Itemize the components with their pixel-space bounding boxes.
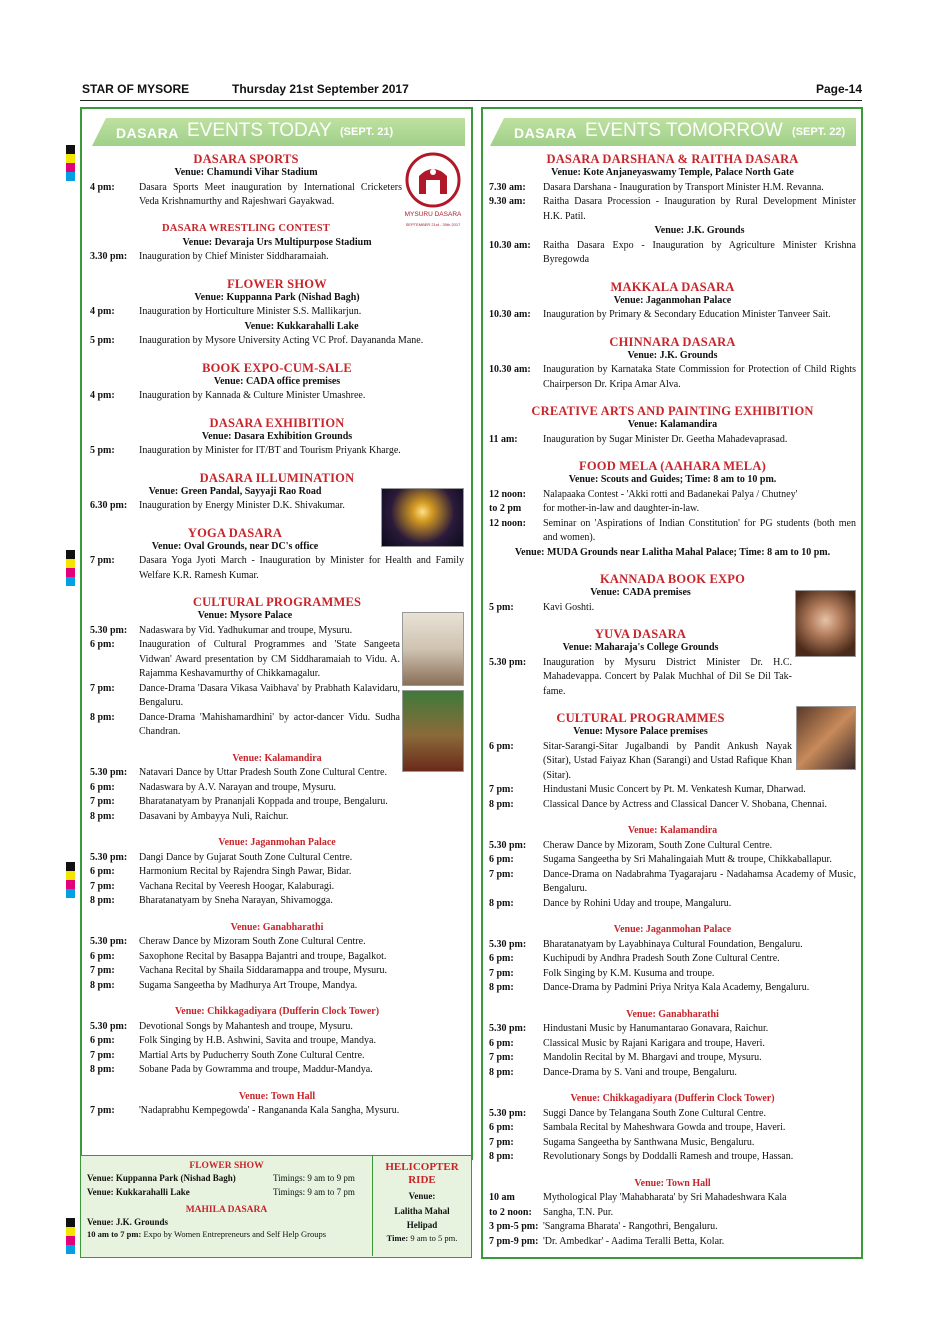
section-title: YOGA DASARA — [187, 525, 283, 540]
event-time: 5.30 pm: — [90, 767, 128, 778]
event-row — [90, 305, 464, 320]
event-description: Harmonium Recital by Rajendra Singh Pawar, Bidar. — [139, 866, 352, 877]
event-time: 5.30 pm: — [489, 1107, 527, 1119]
event-time: 6 pm: — [489, 854, 514, 865]
event-row — [489, 839, 856, 854]
event-description: 'Sangrama Bharata' - Rangothri, Bengaluru. — [543, 1221, 718, 1232]
event-row — [90, 1034, 464, 1049]
event-row — [90, 964, 464, 979]
event-row — [489, 239, 856, 268]
event-time: 8 pm: — [489, 798, 514, 810]
event-time — [90, 320, 139, 335]
event-time: 5 pm: — [90, 335, 115, 346]
event-row — [489, 1037, 856, 1052]
event-description: Sugama Sangeetha by Santhwana Music, Bengaluru. — [543, 1136, 755, 1148]
events-tomorrow-list — [489, 140, 856, 1249]
banner-prefix: DASARA — [514, 125, 577, 141]
section-title: YUVA DASARA — [594, 627, 687, 641]
section-title: DASARA WRESTLING CONTEST — [162, 222, 330, 234]
section-footer: Venue: MUDA Grounds near Lalitha Mahal Palace; Time: 8 am to 10 pm. — [514, 546, 831, 558]
event-time: 10 am — [489, 1192, 515, 1203]
event-description: Inauguration by Energy Minister D.K. Shivakumar. — [139, 500, 345, 511]
event-time: 7 pm: — [489, 1136, 514, 1148]
section-title: DASARA SPORTS — [193, 152, 299, 166]
event-description: Mandolin Recital by M. Bhargavi and troupe, Mysuru. — [543, 1052, 762, 1063]
section-venue: Venue: Dasara Exhibition Grounds — [201, 430, 353, 442]
event-description: Sangha, T.N. Pur. — [543, 1206, 614, 1218]
banner-date: (SEPT. 22) — [792, 126, 846, 138]
event-description: Inauguration by Mysore University Acting VC Prof. Dayananda Mane. — [139, 335, 424, 346]
event-description: Dangi Dance by Gujarat South Zone Cultural Centre. — [139, 851, 353, 863]
event-description: Dasara Darshana - Inauguration by Transport Minister H.M. Revanna. — [543, 181, 824, 193]
event-row — [489, 433, 856, 448]
event-description: Folk Singing by K.M. Kusuma and troupe. — [543, 967, 715, 979]
section-venue: Venue: Mysore Palace premises — [573, 726, 708, 737]
event-time: to 2 noon: — [489, 1206, 532, 1218]
event-time: 7 pm: — [90, 682, 115, 694]
event-description: Inauguration by Karnataka State Commission for Protection of Child Rights Chairperson Dr. Kripa Amar Alva. — [543, 364, 856, 390]
event-description: Sugama Sangeetha by Sri Mahalingaiah Mutt & troupe, Chikkaballapur. — [543, 854, 832, 865]
event-row — [489, 363, 856, 392]
event-time: 8 pm: — [489, 982, 514, 993]
event-description: Dance-Drama by S. Vani and troupe, Bengaluru. — [543, 1066, 737, 1078]
section-title: CULTURAL PROGRAMMES — [192, 595, 362, 609]
event-time: 8 pm: — [489, 1151, 514, 1162]
event-time: 5.30 pm: — [90, 1020, 128, 1032]
info-box — [80, 1155, 472, 1258]
flower-row — [81, 1185, 372, 1199]
event-row — [489, 952, 856, 967]
section-venue: Venue: CADA office premises — [213, 375, 341, 387]
event-row — [489, 967, 856, 982]
event-time: 5 pm: — [90, 445, 115, 456]
helicopter-time-label: Time: — [386, 1233, 409, 1243]
event-time: 5.30 pm: — [489, 839, 527, 851]
event-row — [489, 783, 856, 798]
section-venue: Venue: Devaraja Urs Multipurpose Stadium — [182, 236, 372, 248]
section-title: DASARA ILLUMINATION — [199, 470, 355, 485]
event-row — [489, 224, 856, 239]
registration-marks — [66, 862, 75, 898]
event-row — [90, 851, 464, 866]
event-row — [489, 1051, 856, 1066]
event-time: 6 pm: — [90, 639, 115, 650]
event-time: 10.30 am: — [489, 239, 531, 251]
event-description: Raitha Dasara Procession - Inauguration by Rural Development Minister H.K. Patil. — [543, 196, 856, 222]
event-description: Inauguration of Cultural Programmes and 'State Sangeeta Vidwan' Award presentation by CM Siddharamaiah to Vidu. A. Rajamma Keshavamurthy of Chikkamagalur. — [139, 639, 400, 679]
section-venue: Venue: Scouts and Guides; Time: 8 am to 10 pm. — [568, 474, 777, 485]
flower-venue: Venue: Kukkarahalli Lake — [87, 1187, 190, 1197]
event-description: Sobane Pada by Gowramma and troupe, Maddur-Mandya. — [139, 1064, 373, 1075]
event-time: 3.30 pm: — [90, 251, 128, 262]
section-venue: Venue: CADA premises — [590, 587, 691, 598]
event-time: 3 pm-5 pm: — [489, 1221, 539, 1232]
mahila-text: Expo by Women Entrepreneurs and Self Help Groups — [143, 1229, 327, 1239]
flower-timing: Timings: 9 am to 7 pm — [273, 1187, 355, 1197]
section-title: CREATIVE ARTS AND PAINTING EXHIBITION — [531, 404, 814, 418]
event-time: 11 am: — [489, 433, 518, 445]
event-description: Bharatanatyam by Sneha Narayan, Shivamogga. — [139, 895, 333, 906]
event-row — [90, 499, 380, 514]
event-row — [489, 308, 856, 323]
event-description: Sambala Recital by Maheshwara Gowda and troupe, Haveri. — [543, 1122, 786, 1133]
event-description: Dance-Drama on Nadabrahma Tyagarajaru - Nadahamsa Academy of Music, Bengaluru. — [543, 868, 856, 894]
event-row — [90, 682, 400, 711]
event-time: 6 pm: — [90, 781, 115, 793]
section-title: KANNADA BOOK EXPO — [599, 572, 746, 586]
event-row — [489, 1206, 856, 1221]
event-time: 7 pm: — [90, 796, 115, 807]
event-time: 6 pm: — [90, 1035, 115, 1046]
event-row — [90, 1104, 464, 1119]
event-time: 6.30 pm: — [90, 500, 128, 511]
section-venue: Venue: Kuppanna Park (Nishad Bagh) — [194, 291, 360, 303]
event-description: Devotional Songs by Mahantesh and troupe, Mysuru. — [139, 1020, 353, 1032]
event-row — [90, 766, 400, 781]
event-time: 5.30 pm: — [90, 624, 128, 636]
event-row — [489, 517, 856, 546]
flower-row — [81, 1171, 372, 1185]
event-description: Inauguration by Sugar Minister Dr. Geetha Mahadevaprasad. — [543, 433, 788, 445]
event-time: 7 pm: — [90, 1105, 115, 1116]
banner-title: EVENTS TOMORROW — [585, 120, 783, 141]
event-row — [90, 1020, 464, 1035]
event-description: 'Nadaprabhu Kempegowda' - Ranganandа Kala Sangha, Mysuru. — [139, 1105, 400, 1116]
page-number: Page-14 — [815, 82, 862, 96]
event-row — [489, 195, 856, 224]
helicopter-venue: Lalitha Mahal Helipad — [394, 1206, 450, 1230]
event-description: Hindustani Music Concert by Pt. M. Venkatesh Kumar, Dharwad. — [543, 784, 806, 795]
event-description: Classical Dance by Actress and Classical Dancer V. Shobana, Chennai. — [543, 798, 828, 810]
event-description: Bharatanatyam by Prananjali Koppada and troupe, Bengaluru. — [139, 796, 388, 807]
event-time: 7.30 am: — [489, 181, 526, 193]
event-description: Cheraw Dance by Mizoram South Zone Cultural Centre. — [139, 936, 366, 947]
flower-venue: Venue: Kuppanna Park (Nishad Bagh) — [87, 1173, 236, 1183]
section-venue: Venue: Oval Grounds, near DC's office — [151, 540, 319, 552]
event-row — [90, 181, 402, 210]
section-venue: Venue: Chamundi Vihar Stadium — [174, 167, 318, 178]
event-description: Seminar on 'Aspirations of Indian Constitution' for PG students (both men and women). — [543, 517, 856, 543]
venue-heading: Venue: Ganabharathi — [626, 1008, 719, 1020]
event-description: Dance-Drama by Padmini Priya Nritya Kala Academy, Bengaluru. — [543, 982, 810, 993]
event-row — [90, 250, 464, 265]
event-time: 7 pm: — [489, 868, 514, 880]
event-time: 5.30 pm: — [489, 1023, 527, 1034]
section-venue: Venue: J.K. Grounds — [627, 349, 718, 361]
event-description: Suggi Dance by Telangana South Zone Cultural Centre. — [543, 1107, 766, 1119]
event-time: 5 pm: — [489, 601, 514, 613]
event-row — [90, 979, 464, 994]
event-description: Nalapaaka Contest - 'Akki rotti and Badanekai Palya / Chutney' — [543, 488, 798, 500]
event-description: Classical Music by Rajani Karigara and troupe, Haveri. — [543, 1037, 765, 1049]
helicopter-hours: 9 am to 5 pm. — [410, 1233, 458, 1243]
section-title: BOOK EXPO-CUM-SALE — [202, 360, 352, 375]
event-time: 5.30 pm: — [90, 851, 128, 863]
event-row — [90, 880, 464, 895]
event-description: Dasavani by Ambayya Nuli, Raichur. — [139, 810, 289, 822]
event-time: 7 pm: — [90, 880, 115, 892]
section-venue: Venue: Green Pandal, Sayyaji Rao Road — [148, 485, 322, 497]
helicopter-venue-label: Venue: — [408, 1191, 436, 1201]
event-description: Venue: J.K. Grounds — [654, 225, 745, 236]
event-description: Kavi Goshti. — [543, 601, 595, 613]
venue-heading: Venue: Jaganmohan Palace — [613, 924, 732, 935]
event-description: Inauguration by Horticulture Minister S.S. Mallikarjun. — [139, 306, 362, 317]
event-description: 'Dr. Ambedkar' - Aadima Teralli Betta, Kolar. — [543, 1235, 725, 1247]
event-row — [489, 1066, 856, 1081]
event-description: Folk Singing by H.B. Ashwini, Savita and troupe, Mandya. — [139, 1035, 376, 1046]
section-venue: Venue: Mysore Palace — [197, 610, 293, 621]
issue-date: Thursday 21st September 2017 — [232, 82, 409, 96]
event-description: Bharatanatyam by Layabhinaya Cultural Foundation, Bengaluru. — [543, 938, 803, 950]
event-row — [90, 894, 464, 909]
event-time: 6 pm: — [489, 740, 514, 752]
mahila-venue: Venue: J.K. Grounds — [87, 1217, 169, 1227]
venue-heading: Venue: Ganabharathi — [230, 921, 324, 933]
event-time: 6 pm: — [489, 953, 514, 964]
event-time: 7 pm: — [90, 965, 115, 976]
event-time: 7 pm: — [489, 1052, 514, 1063]
event-time: 12 noon: — [489, 488, 526, 500]
venue-heading: Venue: Kalamandira — [627, 825, 718, 836]
event-description: Dasara Yoga Jyoti March - Inauguration by Minister for Health and Family Welfare K.R. Ramesh Kumar. — [139, 555, 464, 581]
venue-heading: Venue: Town Hall — [238, 1090, 316, 1102]
event-time: 6 pm: — [489, 1122, 514, 1133]
event-time: 4 pm: — [90, 181, 115, 193]
event-time: 7 pm: — [489, 967, 514, 979]
event-row — [489, 897, 856, 912]
section-title: DASARA DARSHANA & RAITHA DASARA — [546, 152, 799, 166]
event-time: 7 pm: — [489, 784, 514, 795]
event-time: 10.30 am: — [489, 364, 531, 375]
paper-name: STAR OF MYSORE — [82, 82, 190, 96]
section-title: CULTURAL PROGRAMMES — [556, 711, 725, 725]
banner-prefix: DASARA — [116, 125, 179, 141]
venue-heading: Venue: Jaganmohan Palace — [218, 837, 336, 848]
event-time: 4 pm: — [90, 390, 115, 401]
event-row — [489, 798, 856, 813]
event-description: Kuchipudi by Andhra Pradesh South Zone Cultural Centre. — [543, 953, 780, 964]
event-time: 5.30 pm: — [489, 938, 527, 950]
mahila-row — [81, 1229, 372, 1239]
event-description: Revolutionary Songs by Doddalli Ramesh and troupe, Hassan. — [543, 1151, 794, 1162]
event-time: 6 pm: — [90, 866, 115, 877]
venue-heading: Venue: Town Hall — [634, 1177, 711, 1189]
event-time: 9.30 am: — [489, 196, 526, 207]
banner-date: (SEPT. 21) — [340, 126, 394, 138]
section-venue: Venue: Maharaja's College Grounds — [562, 642, 719, 653]
section-title: FOOD MELA (AAHARA MELA) — [579, 459, 766, 473]
event-description: Venue: Kukkarahalli Lake — [244, 320, 359, 332]
section-venue: Venue: Jaganmohan Palace — [613, 294, 732, 306]
event-row — [90, 638, 400, 682]
registration-marks — [66, 1218, 75, 1254]
event-description: Natavari Dance by Uttar Pradesh South Zone Cultural Centre. — [139, 767, 387, 778]
event-description: for mother-in-law and daughter-in-law. — [543, 503, 700, 514]
event-description: Dance-Drama 'Dasara Vikasa Vaibhava' by Prabhath Kalavidaru, Bengaluru. — [139, 682, 400, 708]
event-row — [489, 981, 856, 996]
event-row — [489, 938, 856, 953]
event-time: 4 pm: — [90, 306, 115, 317]
event-row — [90, 1063, 464, 1078]
event-description: Mythological Play 'Mahabharata' by Sri Mahadeshwara Kala — [543, 1192, 787, 1203]
event-description: Hindustani Music by Hanumantarao Gonavara, Raichur. — [543, 1023, 769, 1034]
event-description: Vachana Recital by Veeresh Hoogar, Kalaburagi. — [139, 880, 335, 892]
event-row — [489, 502, 856, 517]
event-description: Inauguration by Kannada & Culture Minister Umashree. — [139, 390, 366, 401]
mahila-dasara-title: MAHILA DASARA — [185, 1205, 268, 1215]
event-description: Inauguration by Primary & Secondary Education Minister Tanveer Sait. — [543, 309, 831, 320]
event-description: Dasara Sports Meet inauguration by International Cricketers Veda Krishnamurthy and Rajeshwari Gayakwad. — [139, 181, 402, 207]
event-time: 10.30 am: — [489, 309, 531, 320]
event-time — [489, 224, 543, 239]
event-time: 8 pm: — [90, 711, 115, 723]
event-description: Inauguration by Mysuru District Minister Dr. H.C. Mahadevappa. Concert by Palak Muchhal of Dil Se Dil Tak-fame. — [543, 656, 792, 697]
banner-title: EVENTS TODAY — [187, 120, 332, 141]
events-today-list — [90, 140, 464, 1119]
logo-dates: SEPTEMBER 21st - 30th 2017 — [405, 222, 461, 227]
event-row — [90, 334, 464, 349]
logo-text: MYSURU DASARA — [404, 211, 462, 218]
event-row — [489, 1235, 856, 1250]
section-venue: Venue: Kalamandira — [627, 419, 718, 430]
event-time: 8 pm: — [90, 895, 115, 906]
event-row — [90, 554, 464, 583]
event-row — [489, 1150, 856, 1165]
venue-heading: Venue: Chikkagadiyara (Dufferin Clock Tower) — [174, 1006, 380, 1017]
event-description: Saxophone Recital by Basappa Bajantri and troupe, Bagalkot. — [139, 950, 387, 962]
event-row — [90, 935, 464, 950]
event-description: Inauguration by Minister for IT/BT and Tourism Priyank Kharge. — [139, 445, 401, 456]
event-description: Nadaswara by Vid. Yadhukumar and troupe, Mysuru. — [139, 624, 353, 636]
section-title: CHINNARA DASARA — [609, 334, 736, 349]
section-title: MAKKALA DASARA — [610, 279, 735, 294]
event-description: Nadaswara by A.V. Narayan and troupe, Mysuru. — [139, 781, 336, 793]
event-row — [489, 853, 856, 868]
event-row — [90, 320, 464, 335]
event-row — [90, 950, 464, 965]
venue-heading: Venue: Chikkagadiyara (Dufferin Clock Tower) — [570, 1093, 775, 1104]
event-time: 12 noon: — [489, 517, 526, 529]
page-header — [80, 80, 862, 101]
event-row — [489, 1107, 856, 1122]
event-row — [90, 795, 464, 810]
event-time: 7 pm-9 pm: — [489, 1235, 539, 1247]
mahila-time: 10 am to 7 pm: — [87, 1229, 142, 1239]
event-description: Raitha Dasara Expo - Inauguration by Agriculture Minister Krishna Byregowda — [543, 239, 856, 265]
venue-heading: Venue: Kalamandira — [232, 752, 322, 764]
event-description: Dance by Rohini Uday and troupe, Mangaluru. — [543, 897, 732, 909]
event-time: 7 pm: — [90, 555, 115, 566]
event-row — [90, 781, 464, 796]
event-time: 8 pm: — [489, 1066, 514, 1078]
event-row — [489, 1121, 856, 1136]
event-row — [90, 865, 464, 880]
event-description: Sugama Sangeetha by Madhurya Art Troupe, Mandya. — [139, 979, 358, 991]
flower-show-title: FLOWER SHOW — [189, 1161, 264, 1171]
event-row — [489, 740, 792, 784]
helicopter-title: HELICOPTER RIDE — [385, 1161, 459, 1186]
event-row — [489, 601, 792, 616]
event-row — [90, 810, 464, 825]
section-venue: Venue: Kote Anjaneyaswamy Temple, Palace North Gate — [551, 167, 794, 178]
event-time: to 2 pm — [489, 503, 522, 514]
event-row — [489, 656, 792, 700]
event-time: 8 pm: — [90, 810, 115, 822]
event-row — [489, 1136, 856, 1151]
helicopter-ride — [374, 1156, 470, 1243]
flower-timing: Timings: 9 am to 9 pm — [273, 1173, 355, 1183]
event-time: 5.30 pm: — [90, 936, 128, 947]
event-row — [489, 1220, 856, 1235]
event-description: Sitar-Sarangi-Sitar Jugalbandi by Pandit Ankush Nayak (Sitar), Ustad Faiyaz Khan (Sarangi) and Ustad Rafique Khan (Sitar). — [543, 740, 792, 781]
registration-marks — [66, 145, 75, 181]
event-row — [90, 1049, 464, 1064]
event-row — [90, 389, 464, 404]
event-description: Martial Arts by Puducherry South Zone Cultural Centre. — [139, 1049, 365, 1061]
section-title: FLOWER SHOW — [227, 276, 327, 291]
event-time: 8 pm: — [90, 979, 115, 991]
event-row — [489, 488, 856, 503]
event-description: Cheraw Dance by Mizoram, South Zone Cultural Centre. — [543, 839, 773, 851]
event-description: Inauguration by Chief Minister Siddharamaiah. — [139, 251, 329, 262]
event-row — [90, 444, 464, 459]
event-time: 7 pm: — [90, 1049, 115, 1061]
event-time: 6 pm: — [90, 950, 115, 962]
event-time: 5.30 pm: — [489, 656, 527, 668]
event-row — [90, 624, 400, 639]
event-row — [489, 868, 856, 897]
event-time: 6 pm: — [489, 1037, 514, 1049]
event-row — [489, 1191, 856, 1206]
event-time: 8 pm: — [489, 897, 514, 909]
registration-marks — [66, 550, 75, 586]
event-row — [489, 1022, 856, 1037]
event-description: Dance-Drama 'Mahishamardhini' by actor-dancer Vidu. Sudha Chandran. — [139, 711, 400, 737]
event-row — [90, 711, 400, 740]
event-time: 8 pm: — [90, 1064, 115, 1075]
section-title: DASARA EXHIBITION — [209, 415, 345, 430]
event-row — [489, 181, 856, 196]
event-description: Vachana Recital by Shaila Siddaramappa and troupe, Mysuru. — [139, 965, 387, 976]
